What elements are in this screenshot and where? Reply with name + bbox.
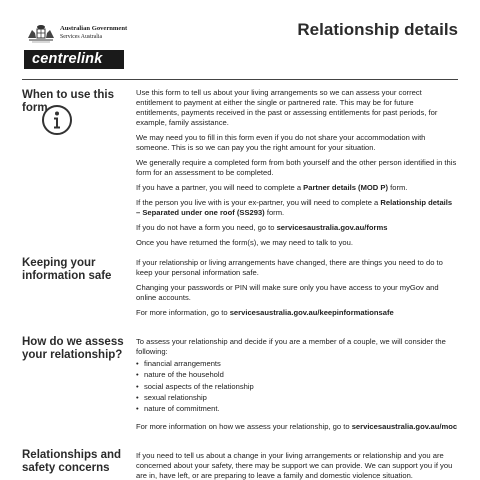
section-heading-safe: Keeping your information safe (22, 257, 112, 282)
list-item: • social aspects of the relationship (136, 381, 458, 392)
paragraph: If you need to tell us about a change in your living arrangements or relationship and you are concerned about your safety, there may be support we can provide. We can support you if you are in, have left, or are preparing to leave a family and domestic violence situation. (136, 451, 453, 480)
section-heading-when: When to use this form (22, 89, 114, 114)
paragraph: To assess your relationship and decide if you are a member of a couple, we will consider the following: (136, 337, 446, 356)
form-name-ss293: Relationship details – Separated under one roof (SS293) (136, 198, 453, 217)
paragraph: If you do not have a form you need, go to servicesaustralia.gov.au/forms (136, 223, 388, 232)
paragraph: Use this form to tell us about your living arrangements so we can assess your correct entitlement to payment at either the single or partnered rate. This may be for future entitlements, payments received in the past or assessing entitlements for past periods, for example, family assistance. (136, 88, 438, 127)
criteria-list (136, 358, 458, 414)
paragraph: Changing your passwords or PIN will make sure only you have access to your myGov and online accounts. (136, 283, 439, 302)
paragraph: We generally require a completed form from both yourself and the other person identified in this form for an assessment to be completed. (136, 158, 457, 177)
section-heading-safety: Relationships and safety concerns (22, 449, 122, 474)
section-heading-assess: How do we assess your relationship? (22, 336, 124, 361)
header-divider (22, 79, 458, 80)
paragraph: For more information on how we assess your relationship, go to servicesaustralia.gov.au/moc (136, 422, 458, 432)
info-circle-icon (41, 104, 73, 136)
paragraph: We may need you to fill in this form even if you do not share your accommodation with someone. This is so we can pay you the right amount for your situation. (136, 133, 426, 152)
paragraph: If you have a partner, you will need to complete a Partner details (MOD P) form. (136, 183, 408, 192)
brand-logo-text: centrelink (32, 51, 103, 67)
page-title: Relationship details (297, 20, 458, 39)
list-item: • financial arrangements (136, 358, 458, 369)
paragraph: Once you have returned the form(s), we may need to talk to you. (136, 238, 353, 247)
list-item: • nature of commitment. (136, 403, 458, 414)
section-safety-body (136, 451, 458, 480)
page-header (0, 0, 480, 80)
paragraph: For more information, go to servicesaustralia.gov.au/keepinformationsafe (136, 308, 394, 317)
forms-link[interactable]: servicesaustralia.gov.au/forms (276, 223, 388, 232)
moc-link[interactable]: servicesaustralia.gov.au/moc (351, 422, 458, 432)
list-item: • sexual relationship (136, 392, 458, 403)
section-safe-body (136, 258, 458, 318)
keep-info-safe-link[interactable]: servicesaustralia.gov.au/keepinformationsafe (229, 308, 394, 317)
section-when-body (136, 88, 458, 248)
section-assess-body (136, 337, 458, 432)
form-name-mod-p: Partner details (MOD P) (303, 183, 388, 192)
agency-name: Services Australia (60, 34, 103, 40)
list-item: • nature of the household (136, 369, 458, 380)
paragraph: If your relationship or living arrangements have changed, there are things you need to do to keep your personal information safe. (136, 258, 443, 277)
paragraph: If the person you live with is your ex-partner, you will need to complete a Relationship details – Separated under one roof (SS293) form. (136, 198, 453, 217)
government-name: Australian Government (60, 25, 128, 32)
coat-of-arms-icon (26, 24, 56, 44)
